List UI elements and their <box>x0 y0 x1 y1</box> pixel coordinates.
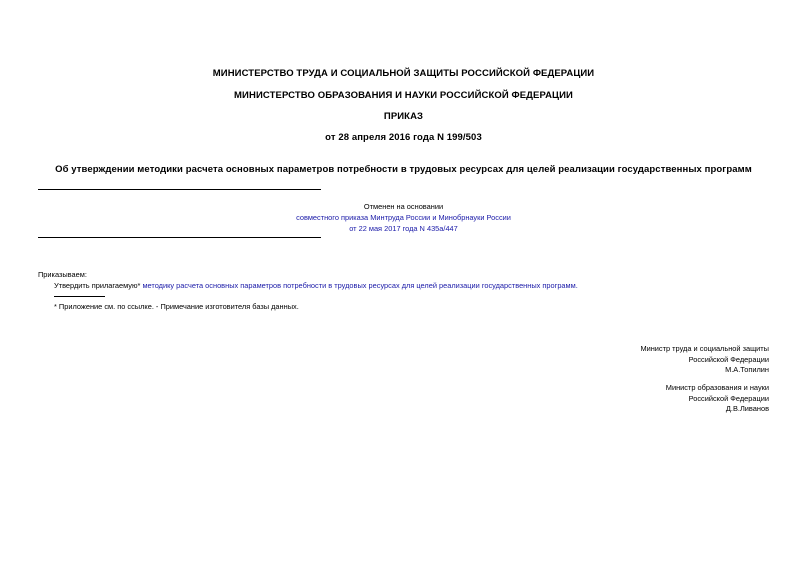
signature-name: М.А.Топилин <box>725 365 769 374</box>
divider-bottom <box>38 237 321 238</box>
signature-title-line2: Российской Федерации <box>688 393 769 403</box>
signature-title-line1: Министр образования и науки <box>665 383 769 392</box>
signature-title-line2: Российской Федерации <box>688 354 769 364</box>
footnote-divider <box>54 296 105 297</box>
signature-title-line1: Министр труда и социальной защиты <box>640 344 769 353</box>
approve-prefix: Утвердить прилагаемую* <box>54 281 141 290</box>
revocation-notice <box>160 201 647 234</box>
document-type: ПРИКАЗ <box>383 111 424 122</box>
ministry-title-2: МИНИСТЕРСТВО ОБРАЗОВАНИЯ И НАУКИ РОССИЙСКОЙ ФЕДЕРАЦИИ <box>234 90 573 101</box>
signature-education-minister <box>666 383 769 415</box>
methodology-link[interactable]: методику расчета основных параметров потребности в трудовых ресурсах для целей реализации государственных программ. <box>142 281 578 290</box>
signature-labor-minister <box>640 344 769 376</box>
order-word: Приказываем: <box>38 270 87 279</box>
divider-top <box>38 189 321 190</box>
revocation-text: Отменен на основании <box>363 202 444 211</box>
document-subject: Об утверждении методики расчета основных параметров потребности в трудовых ресурсах для целей реализации государственных программ <box>55 164 752 175</box>
footnote-text: * Приложение см. по ссылке. - Примечание изготовителя базы данных. <box>54 302 299 311</box>
approve-paragraph <box>54 281 578 290</box>
revocation-link-order[interactable]: совместного приказа Минтруда России и Минобрнауки России <box>296 213 511 222</box>
revocation-link-date[interactable]: от 22 мая 2017 года N 435а/447 <box>349 224 458 233</box>
signature-name: Д.В.Ливанов <box>725 404 769 413</box>
document-date-number: от 28 апреля 2016 года N 199/503 <box>325 132 482 143</box>
ministry-title-1: МИНИСТЕРСТВО ТРУДА И СОЦИАЛЬНОЙ ЗАЩИТЫ РОССИЙСКОЙ ФЕДЕРАЦИИ <box>212 68 595 79</box>
